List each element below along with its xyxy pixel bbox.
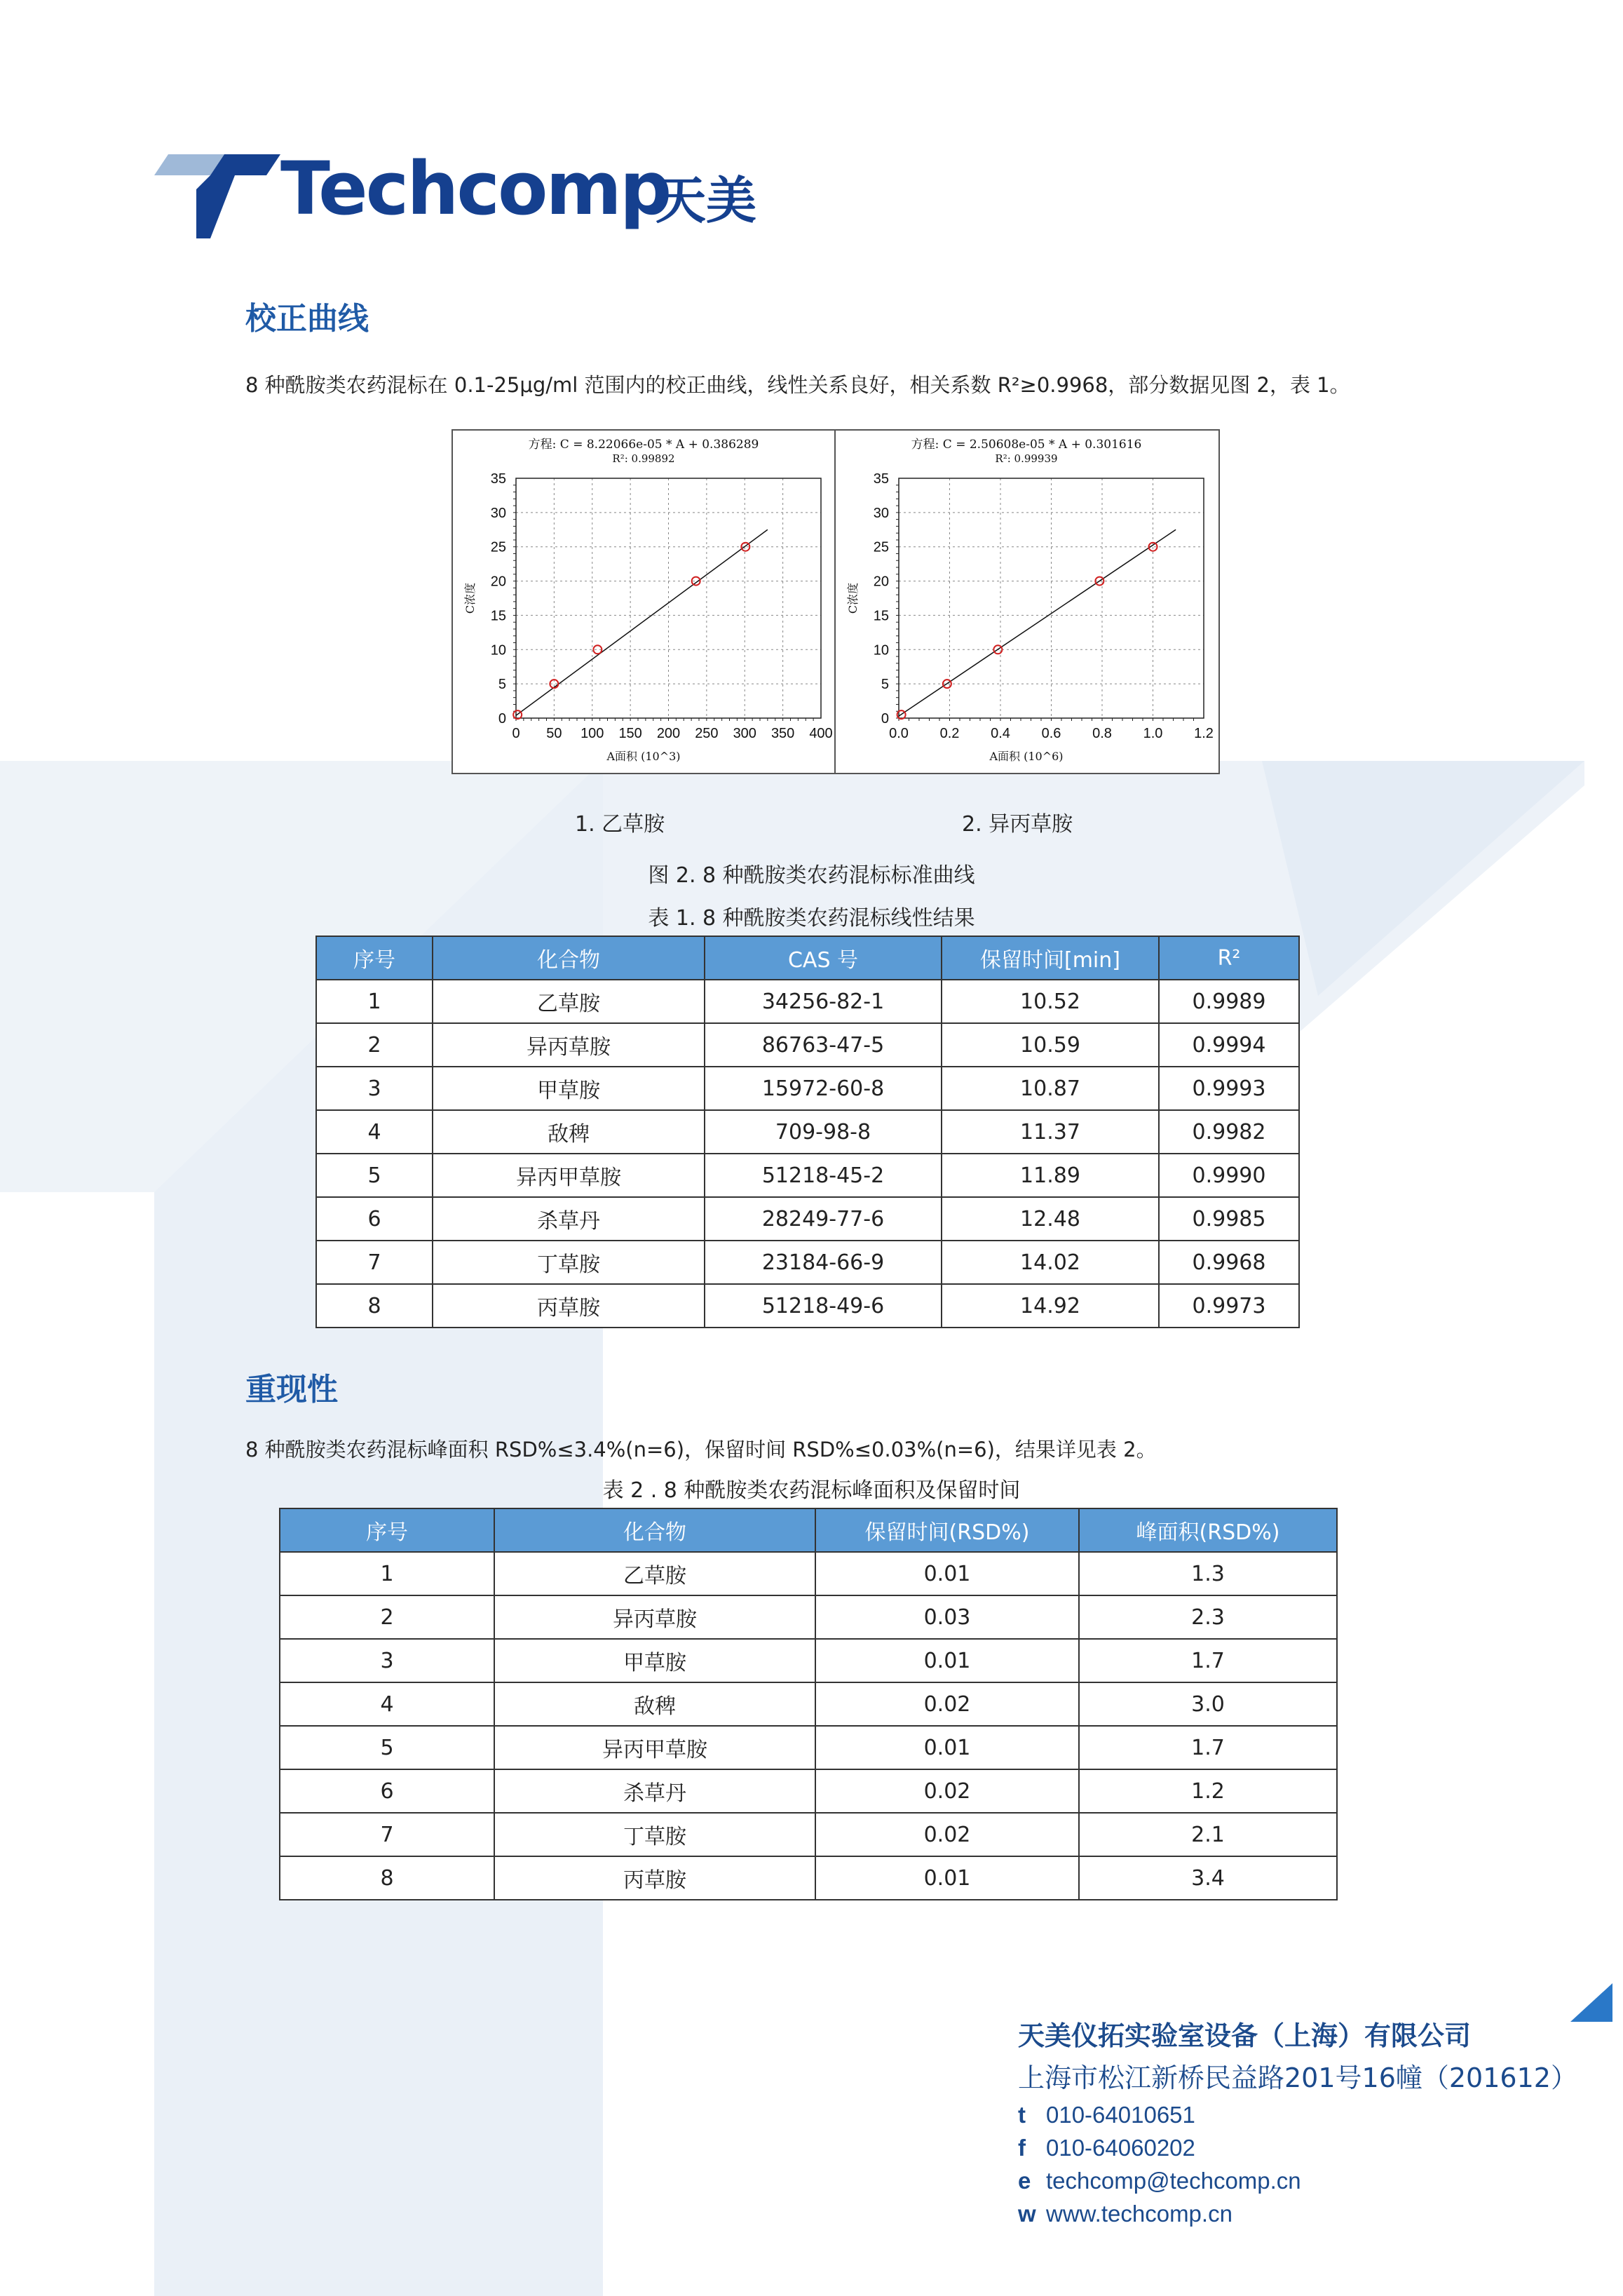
table-cell: 86763-47-5: [705, 1023, 942, 1067]
table-cell: 0.9989: [1159, 980, 1299, 1023]
table-cell: 1.7: [1079, 1726, 1337, 1769]
email-value[interactable]: techcomp@techcomp.cn: [1046, 2168, 1301, 2194]
col-header-r2: R²: [1159, 936, 1299, 980]
table-cell: 5: [280, 1726, 494, 1769]
table-row: [280, 1552, 1337, 1595]
logo-mark-icon: [154, 147, 280, 238]
chart-title: 方程: C = 8.22066e-05 * A + 0.386289: [528, 438, 759, 452]
table-cell: 甲草胺: [494, 1639, 815, 1682]
y-tick-label: 35: [490, 471, 506, 487]
table-row: [280, 1595, 1337, 1639]
y-tick-label: 0: [881, 711, 889, 727]
col-header-retention: 保留时间[min]: [942, 936, 1159, 980]
y-tick-label: 20: [873, 574, 889, 590]
website-value[interactable]: www.techcomp.cn: [1046, 2201, 1232, 2227]
table-cell: 4: [316, 1110, 433, 1154]
table-cell: 3.4: [1079, 1856, 1337, 1900]
table-cell: 14.92: [942, 1284, 1159, 1328]
table-cell: 0.01: [815, 1726, 1079, 1769]
y-tick-label: 25: [490, 539, 506, 555]
chart-caption-2: 2. 异丙草胺: [962, 812, 1073, 837]
table-cell: 0.9973: [1159, 1284, 1299, 1328]
chart-panel-2: [834, 429, 1220, 774]
contact-fax: [1018, 2135, 1195, 2161]
table-cell: 6: [280, 1769, 494, 1813]
logo-chinese: 天美: [656, 171, 757, 230]
table-cell: 8: [280, 1856, 494, 1900]
table-cell: 23184-66-9: [705, 1241, 942, 1284]
table-cell: 0.9990: [1159, 1154, 1299, 1197]
chart-title: 方程: C = 2.50608e-05 * A + 0.301616: [911, 438, 1142, 452]
section-title-reproducibility: 重现性: [245, 1372, 338, 1407]
table-row: [280, 1813, 1337, 1856]
col-header-retention-rsd: 保留时间(RSD%): [815, 1508, 1079, 1552]
table-cell: 乙草胺: [433, 980, 705, 1023]
table-cell: 3.0: [1079, 1682, 1337, 1726]
table-cell: 10.87: [942, 1067, 1159, 1110]
table-cell: 丁草胺: [494, 1813, 815, 1856]
table-cell: 异丙草胺: [494, 1595, 815, 1639]
table-cell: 3: [316, 1067, 433, 1110]
table-cell: 3: [280, 1639, 494, 1682]
col-header-index: 序号: [280, 1508, 494, 1552]
y-tick-label: 10: [873, 642, 889, 659]
col-header-area-rsd: 峰面积(RSD%): [1079, 1508, 1337, 1552]
col-header-compound: 化合物: [494, 1508, 815, 1552]
table-cell: 4: [280, 1682, 494, 1726]
table-cell: 10.59: [942, 1023, 1159, 1067]
table-row: [316, 1197, 1299, 1241]
phone-value: 010-64010651: [1046, 2102, 1195, 2128]
table-cell: 0.9994: [1159, 1023, 1299, 1067]
calibration-chart-1: [453, 431, 836, 773]
section-title-calibration: 校正曲线: [245, 301, 369, 337]
y-tick-label: 25: [873, 539, 889, 555]
table-row: [316, 1023, 1299, 1067]
chart-caption-1: 1. 乙草胺: [575, 812, 665, 837]
x-tick-label: 0.4: [991, 726, 1010, 741]
table-cell: 15972-60-8: [705, 1067, 942, 1110]
table-cell: 34256-82-1: [705, 980, 942, 1023]
company-address: 上海市松江新桥民益路201号16幢（201612）: [1018, 2062, 1577, 2093]
y-axis-label: C浓度: [846, 582, 860, 614]
chart-panel-1: [451, 429, 837, 774]
table-cell: 10.52: [942, 980, 1159, 1023]
fax-value: 010-64060202: [1046, 2135, 1195, 2161]
x-tick-label: 300: [733, 726, 756, 741]
table-row: [316, 980, 1299, 1023]
contact-website: [1018, 2201, 1232, 2227]
web-key: w: [1018, 2201, 1036, 2227]
contact-email: [1018, 2168, 1301, 2194]
company-name: 天美仪拓实验室设备（上海）有限公司: [1018, 2020, 1472, 2051]
table1-caption: 表 1. 8 种酰胺类农药混标线性结果: [648, 906, 975, 931]
table-cell: 12.48: [942, 1197, 1159, 1241]
table-cell: 11.89: [942, 1154, 1159, 1197]
x-tick-label: 0: [512, 726, 520, 741]
table-cell: 异丙甲草胺: [433, 1154, 705, 1197]
chart-subtitle: R²: 0.99939: [995, 452, 1058, 465]
y-tick-label: 5: [498, 677, 506, 693]
y-tick-label: 15: [490, 608, 506, 624]
table-cell: 14.02: [942, 1241, 1159, 1284]
table-cell: 1.2: [1079, 1769, 1337, 1813]
table-cell: 0.01: [815, 1639, 1079, 1682]
table-cell: 5: [316, 1154, 433, 1197]
table-cell: 敌稗: [494, 1682, 815, 1726]
table-cell: 51218-49-6: [705, 1284, 942, 1328]
fax-key: f: [1018, 2135, 1026, 2161]
x-tick-label: 50: [546, 726, 562, 741]
table-row: [280, 1639, 1337, 1682]
corner-triangle-icon: [1570, 1983, 1612, 2025]
x-tick-label: 0.8: [1092, 726, 1112, 741]
table-cell: 2: [316, 1023, 433, 1067]
phone-key: t: [1018, 2102, 1026, 2128]
table-cell: 丙草胺: [494, 1856, 815, 1900]
x-tick-label: 200: [656, 726, 681, 741]
col-header-cas: CAS 号: [705, 936, 942, 980]
y-tick-label: 30: [873, 505, 889, 521]
table-row: [316, 1110, 1299, 1154]
table-cell: 0.9985: [1159, 1197, 1299, 1241]
table-cell: 异丙草胺: [433, 1023, 705, 1067]
x-tick-label: 150: [618, 726, 642, 741]
table-header-row: [316, 936, 1299, 980]
table-cell: 8: [316, 1284, 433, 1328]
x-tick-label: 250: [695, 726, 719, 741]
table-cell: 敌稗: [433, 1110, 705, 1154]
table-cell: 11.37: [942, 1110, 1159, 1154]
linearity-table: [315, 936, 1300, 1328]
table-row: [280, 1769, 1337, 1813]
chart-subtitle: R²: 0.99892: [612, 452, 675, 465]
logo-wordmark: Techcomp: [280, 146, 670, 231]
table-cell: 丙草胺: [433, 1284, 705, 1328]
y-axis-label: C浓度: [463, 582, 477, 614]
x-axis-label: A面积 (10^6): [989, 750, 1064, 763]
x-tick-label: 1.2: [1194, 726, 1214, 741]
table-cell: 0.02: [815, 1769, 1079, 1813]
table-cell: 1.3: [1079, 1552, 1337, 1595]
table-cell: 0.01: [815, 1552, 1079, 1595]
table-header-row: [280, 1508, 1337, 1552]
table-cell: 2: [280, 1595, 494, 1639]
y-tick-label: 5: [881, 677, 889, 693]
calibration-chart-2: [836, 431, 1218, 773]
table-cell: 0.9982: [1159, 1110, 1299, 1154]
y-tick-label: 20: [490, 574, 506, 590]
table-cell: 乙草胺: [494, 1552, 815, 1595]
table-cell: 51218-45-2: [705, 1154, 942, 1197]
fit-line: [899, 529, 1176, 716]
x-tick-label: 400: [809, 726, 833, 741]
table-row: [316, 1067, 1299, 1110]
table-row: [316, 1284, 1299, 1328]
table-cell: 1.7: [1079, 1639, 1337, 1682]
table-cell: 0.9968: [1159, 1241, 1299, 1284]
reproducibility-table: [279, 1508, 1338, 1900]
table-cell: 28249-77-6: [705, 1197, 942, 1241]
email-key: e: [1018, 2168, 1031, 2194]
table-row: [316, 1154, 1299, 1197]
table-row: [280, 1856, 1337, 1900]
table-cell: 0.02: [815, 1682, 1079, 1726]
reproducibility-paragraph: 8 种酰胺类农药混标峰面积 RSD%≤3.4%(n=6)，保留时间 RSD%≤0.03%(n=6)，结果详见表 2。: [245, 1438, 1157, 1461]
calibration-paragraph: 8 种酰胺类农药混标在 0.1-25μg/ml 范围内的校正曲线，线性关系良好，相关系数 R²≥0.9968，部分数据见图 2，表 1。: [245, 373, 1350, 397]
table-cell: 0.01: [815, 1856, 1079, 1900]
col-header-compound: 化合物: [433, 936, 705, 980]
x-tick-label: 0.2: [939, 726, 960, 741]
table-cell: 0.03: [815, 1595, 1079, 1639]
table-row: [280, 1682, 1337, 1726]
table-cell: 709-98-8: [705, 1110, 942, 1154]
table-cell: 2.1: [1079, 1813, 1337, 1856]
table-cell: 丁草胺: [433, 1241, 705, 1284]
table-row: [316, 1241, 1299, 1284]
table-cell: 0.9993: [1159, 1067, 1299, 1110]
y-tick-label: 30: [490, 505, 506, 521]
figure-caption: 图 2. 8 种酰胺类农药混标标准曲线: [648, 863, 975, 888]
col-header-index: 序号: [316, 936, 433, 980]
contact-phone: [1018, 2102, 1195, 2128]
table-cell: 0.02: [815, 1813, 1079, 1856]
table-cell: 1: [316, 980, 433, 1023]
x-tick-label: 0.6: [1041, 726, 1061, 741]
table-cell: 7: [280, 1813, 494, 1856]
y-tick-label: 10: [490, 642, 506, 659]
table-cell: 7: [316, 1241, 433, 1284]
x-tick-label: 0.0: [889, 726, 909, 741]
table-cell: 2.3: [1079, 1595, 1337, 1639]
table-cell: 杀草丹: [494, 1769, 815, 1813]
y-tick-label: 15: [873, 608, 889, 624]
table-cell: 杀草丹: [433, 1197, 705, 1241]
table2-caption: 表 2 . 8 种酰胺类农药混标峰面积及保留时间: [602, 1478, 1021, 1503]
x-axis-label: A面积 (10^3): [606, 750, 681, 763]
techcomp-logo: [154, 147, 771, 238]
table-cell: 甲草胺: [433, 1067, 705, 1110]
table-cell: 6: [316, 1197, 433, 1241]
y-tick-label: 35: [873, 471, 889, 487]
x-tick-label: 1.0: [1143, 726, 1163, 741]
x-tick-label: 100: [580, 726, 604, 741]
table-row: [280, 1726, 1337, 1769]
x-tick-label: 350: [770, 726, 795, 741]
table-cell: 1: [280, 1552, 494, 1595]
y-tick-label: 0: [498, 711, 506, 727]
table-cell: 异丙甲草胺: [494, 1726, 815, 1769]
